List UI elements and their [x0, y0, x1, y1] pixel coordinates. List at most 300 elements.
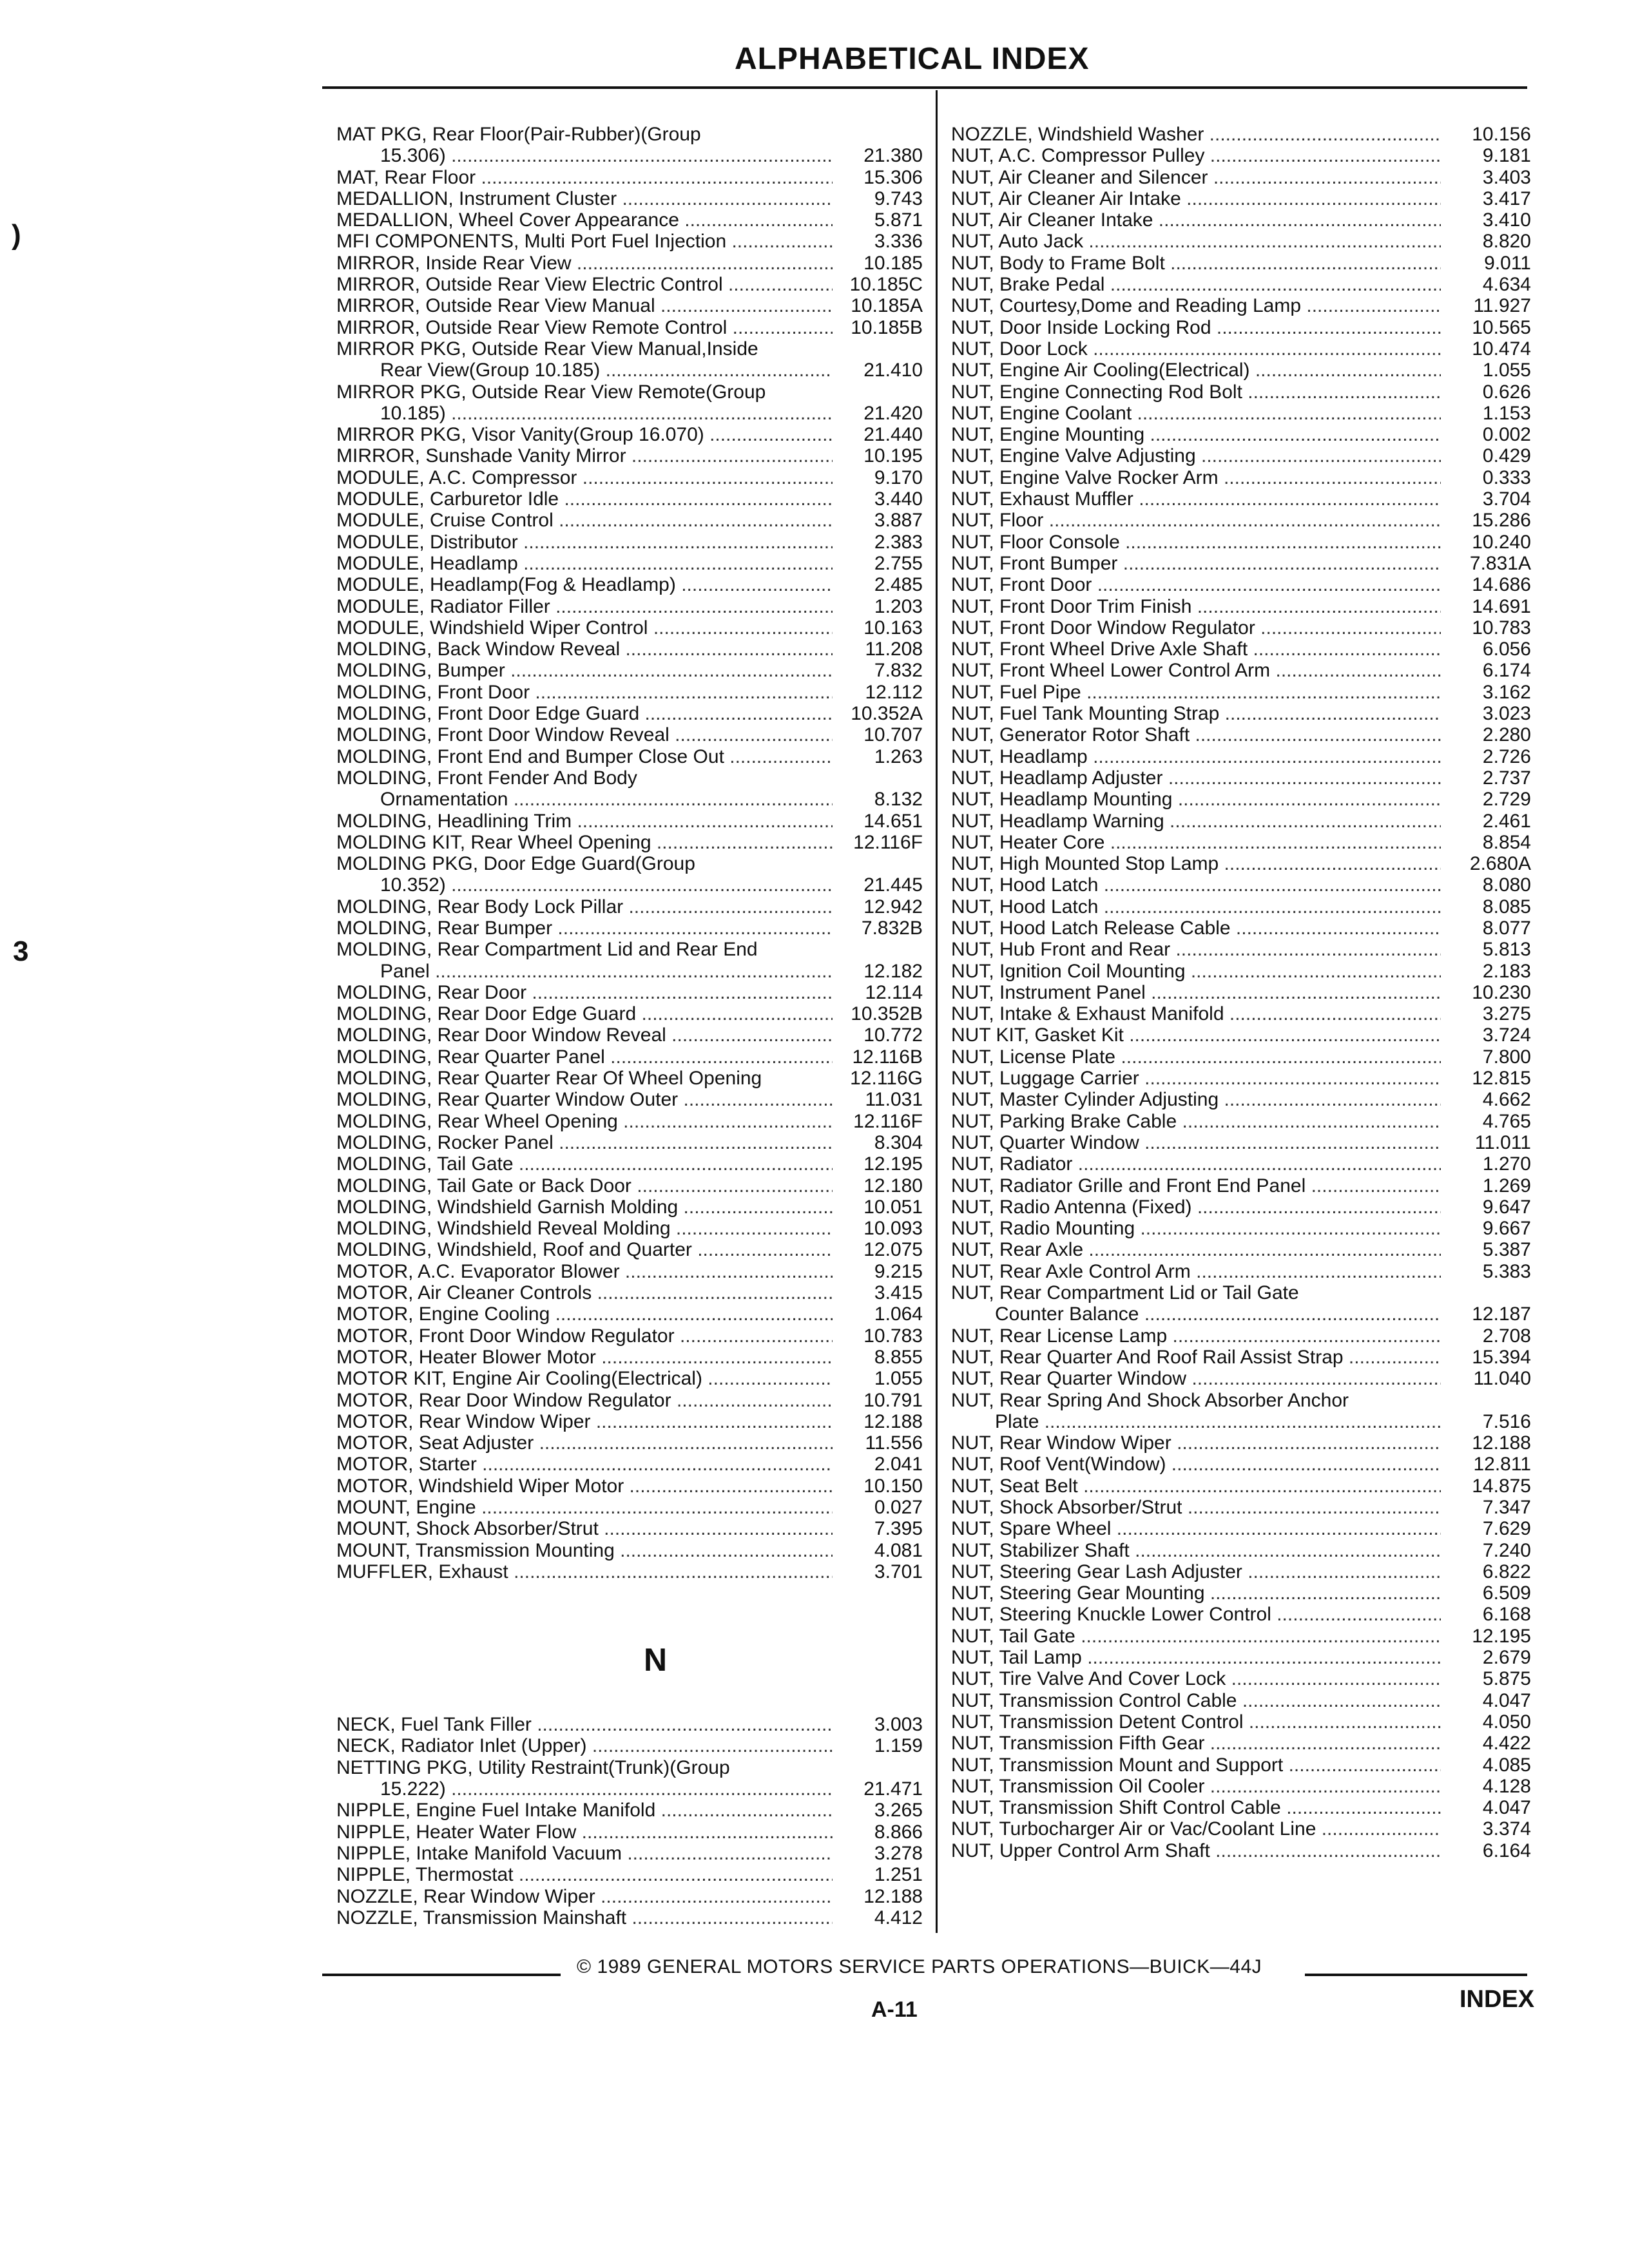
index-list-nut — [951, 124, 1531, 1861]
entry-reference: 3.701 — [874, 1561, 923, 1582]
entry-label: NUT, License Plate ..... — [951, 1046, 1441, 1068]
entry-reference: 12.195 — [863, 1153, 923, 1175]
entry-label: MOLDING, Front Fender And Body — [336, 767, 637, 789]
entry-reference: 9.170 — [874, 466, 923, 488]
entry-reference: 12.188 — [1472, 1432, 1531, 1454]
index-entry — [336, 1907, 923, 1928]
index-entry — [336, 639, 923, 660]
index-entry — [951, 1068, 1531, 1089]
entry-reference: 7.395 — [874, 1518, 923, 1540]
entry-reference: 1.269 — [1482, 1175, 1531, 1196]
entry-label: MIRROR, Sunshade Vanity Mirror ..... — [336, 445, 833, 466]
entry-reference: 3.415 — [874, 1282, 923, 1304]
entry-label: NUT, Rear Window Wiper ..... — [951, 1432, 1441, 1454]
entry-label: NUT, Generator Rotor Shaft ..... — [951, 724, 1441, 745]
entry-label: NUT, Auto Jack ..... — [951, 231, 1441, 252]
entry-reference: 1.064 — [874, 1303, 923, 1325]
entry-label: 10.352) ..... — [336, 874, 833, 896]
index-entry — [951, 1411, 1531, 1432]
entry-label: MOTOR, Rear Window Wiper ..... — [336, 1411, 833, 1432]
index-entry — [951, 1089, 1531, 1110]
index-entry — [336, 1068, 923, 1089]
entry-reference: 12.942 — [863, 896, 923, 918]
index-entry — [951, 1475, 1531, 1497]
entry-label: NUT, Transmission Mount and Support ..... — [951, 1754, 1441, 1776]
entry-reference: 10.772 — [863, 1024, 923, 1046]
index-entry — [336, 1390, 923, 1411]
index-entry — [336, 1886, 923, 1907]
index-entry — [336, 853, 923, 874]
entry-label: NUT, Rear Axle Control Arm ..... — [951, 1261, 1441, 1282]
entry-label: NECK, Fuel Tank Filler ..... — [336, 1714, 833, 1735]
index-entry — [336, 724, 923, 745]
entry-label: NUT, Upper Control Arm Shaft ..... — [951, 1840, 1441, 1861]
entry-reference: 4.412 — [874, 1907, 923, 1928]
index-entry — [336, 1561, 923, 1582]
entry-label: MOLDING, Rear Compartment Lid and Rear End — [336, 939, 758, 961]
entry-label: MODULE, Radiator Filler ..... — [336, 596, 833, 617]
entry-reference: 12.116F — [853, 1110, 923, 1132]
entry-label: NUT, Air Cleaner Intake ..... — [951, 209, 1441, 231]
entry-label: MOLDING PKG, Door Edge Guard(Group — [336, 853, 695, 875]
entry-reference: 1.263 — [874, 745, 923, 767]
entry-reference: 3.275 — [1482, 1003, 1531, 1025]
entry-reference: 1.159 — [874, 1735, 923, 1757]
entry-reference: 6.164 — [1482, 1840, 1531, 1861]
entry-reference: 7.347 — [1482, 1497, 1531, 1518]
entry-label: NUT, Air Cleaner and Silencer ..... — [951, 167, 1441, 188]
entry-reference: 15.306 — [863, 166, 923, 188]
entry-label: MOTOR, Seat Adjuster ..... — [336, 1432, 833, 1454]
entry-label: NUT, Seat Belt ..... — [951, 1475, 1441, 1497]
entry-reference: 10.352B — [851, 1003, 923, 1025]
index-entry — [951, 295, 1531, 316]
entry-label: NUT, Luggage Carrier ..... — [951, 1068, 1441, 1089]
entry-label: NUT, Radio Antenna (Fixed) ..... — [951, 1196, 1441, 1218]
entry-label: NUT, Steering Gear Lash Adjuster ..... — [951, 1561, 1441, 1582]
entry-reference: 2.679 — [1482, 1647, 1531, 1669]
entry-label: NUT, Engine Valve Rocker Arm ..... — [951, 467, 1441, 488]
index-entry — [951, 445, 1531, 466]
index-entry — [336, 1843, 923, 1864]
index-entry — [336, 1303, 923, 1325]
index-entry — [336, 1368, 923, 1389]
index-entry — [336, 253, 923, 274]
entry-reference: 12.116G — [850, 1068, 923, 1090]
entry-reference: 7.240 — [1482, 1539, 1531, 1561]
entry-label: MOLDING, Tail Gate or Back Door ..... — [336, 1175, 833, 1196]
index-entry — [336, 1239, 923, 1260]
index-entry — [336, 896, 923, 918]
index-entry — [951, 1218, 1531, 1239]
index-entry — [336, 1024, 923, 1046]
entry-label: NUT, Engine Coolant ..... — [951, 403, 1441, 424]
index-entry — [336, 1800, 923, 1821]
index-entry — [951, 381, 1531, 403]
entry-reference: 0.626 — [1482, 381, 1531, 403]
entry-label: NUT, Rear Quarter Window ..... — [951, 1368, 1441, 1389]
entry-label: Counter Balance ..... — [951, 1303, 1441, 1325]
index-entry — [951, 1303, 1531, 1325]
entry-reference: 10.195 — [863, 445, 923, 467]
index-entry — [951, 1733, 1531, 1754]
column-divider — [936, 90, 938, 1933]
index-entry — [336, 1821, 923, 1843]
entry-label: MOLDING, Front Door Edge Guard ..... — [336, 703, 833, 724]
entry-reference: 3.403 — [1482, 166, 1531, 188]
entry-reference: 6.056 — [1482, 639, 1531, 660]
entry-label: MEDALLION, Instrument Cluster ..... — [336, 188, 833, 209]
entry-label: Plate ..... — [951, 1411, 1441, 1432]
entry-label: NETTING PKG, Utility Restraint(Trunk)(Group — [336, 1756, 730, 1778]
entry-reference: 12.815 — [1472, 1068, 1531, 1090]
index-entry — [336, 510, 923, 531]
entry-label: NUT, Front Wheel Lower Control Arm ..... — [951, 660, 1441, 681]
entry-label: NUT, Intake & Exhaust Manifold ..... — [951, 1003, 1441, 1024]
entry-reference: 4.765 — [1482, 1110, 1531, 1132]
entry-label: MIRROR, Outside Rear View Manual ..... — [336, 295, 833, 316]
index-entry — [336, 939, 923, 960]
entry-reference: 8.854 — [1482, 831, 1531, 853]
entry-reference: 8.080 — [1482, 874, 1531, 896]
entry-reference: 4.085 — [1482, 1754, 1531, 1776]
entry-reference: 7.832 — [874, 660, 923, 682]
index-entry — [336, 188, 923, 209]
entry-label: NUT, Front Door Window Regulator ..... — [951, 617, 1441, 639]
entry-reference: 10.185A — [851, 295, 923, 317]
index-entry — [336, 1261, 923, 1282]
entry-label: MOTOR, Starter ..... — [336, 1454, 833, 1475]
index-entry — [336, 982, 923, 1003]
entry-reference: 1.251 — [874, 1864, 923, 1886]
index-entry — [336, 1714, 923, 1735]
entry-reference: 11.208 — [865, 639, 923, 660]
index-entry — [336, 1347, 923, 1368]
index-entry — [951, 574, 1531, 595]
entry-label: NUT, Transmission Fifth Gear ..... — [951, 1733, 1441, 1754]
entry-reference: 2.708 — [1482, 1325, 1531, 1347]
index-entry — [951, 1626, 1531, 1647]
entry-label: NUT, Transmission Detent Control ..... — [951, 1711, 1441, 1733]
entry-reference: 2.383 — [874, 531, 923, 553]
entry-label: NUT, Transmission Shift Control Cable ..... — [951, 1797, 1441, 1818]
index-entry — [951, 1582, 1531, 1604]
index-entry — [951, 1132, 1531, 1153]
index-entry — [336, 1153, 923, 1175]
entry-label: NUT, Tail Gate ..... — [951, 1626, 1441, 1647]
entry-reference: 12.811 — [1473, 1454, 1531, 1475]
entry-reference: 2.755 — [874, 552, 923, 574]
entry-reference: 6.168 — [1482, 1604, 1531, 1626]
entry-reference: 12.187 — [1472, 1303, 1531, 1325]
entry-reference: 9.181 — [1482, 145, 1531, 167]
entry-label: MOTOR, A.C. Evaporator Blower ..... — [336, 1261, 833, 1282]
entry-reference: 10.791 — [863, 1389, 923, 1411]
entry-label: Rear View(Group 10.185) ..... — [336, 360, 833, 381]
index-entry — [951, 853, 1531, 874]
index-entry — [951, 939, 1531, 960]
entry-reference: 1.153 — [1482, 402, 1531, 424]
entry-reference: 3.417 — [1482, 187, 1531, 209]
entry-label: MOTOR, Heater Blower Motor ..... — [336, 1347, 833, 1368]
entry-reference: 3.374 — [1482, 1818, 1531, 1840]
entry-reference: 7.629 — [1482, 1518, 1531, 1540]
entry-label: MUFFLER, Exhaust ..... — [336, 1561, 833, 1582]
entry-label: MODULE, Windshield Wiper Control ..... — [336, 617, 833, 639]
entry-reference: 12.180 — [863, 1175, 923, 1196]
entry-label: NUT, Floor Console ..... — [951, 532, 1441, 553]
entry-reference: 2.041 — [874, 1454, 923, 1475]
index-entry — [336, 1196, 923, 1218]
entry-label: MOLDING, Rear Bumper ..... — [336, 918, 833, 939]
entry-reference: 11.031 — [865, 1089, 923, 1111]
index-entry — [951, 488, 1531, 510]
index-entry — [951, 1003, 1531, 1024]
index-entry — [951, 1776, 1531, 1797]
entry-reference: 2.280 — [1482, 724, 1531, 746]
index-entry — [336, 1175, 923, 1196]
entry-reference: 21.410 — [863, 360, 923, 381]
index-entry — [951, 1368, 1531, 1389]
entry-label: NUT, Engine Connecting Rod Bolt ..... — [951, 381, 1441, 403]
index-entry — [336, 145, 923, 166]
index-entry — [951, 1690, 1531, 1711]
index-entry — [951, 553, 1531, 574]
index-entry — [336, 1778, 923, 1800]
index-entry — [336, 1518, 923, 1539]
index-entry — [951, 1454, 1531, 1475]
entry-label: NIPPLE, Thermostat ..... — [336, 1864, 833, 1885]
index-entry — [336, 274, 923, 295]
entry-label: MOUNT, Transmission Mounting ..... — [336, 1540, 833, 1561]
index-entry — [951, 746, 1531, 767]
entry-label: 15.306) ..... — [336, 145, 833, 166]
entry-label: MOUNT, Engine ..... — [336, 1497, 833, 1518]
index-entry — [951, 1024, 1531, 1046]
index-entry — [951, 596, 1531, 617]
entry-label: MFI COMPONENTS, Multi Port Fuel Injection ..... — [336, 231, 833, 252]
entry-label: MOLDING, Front End and Bumper Close Out ..... — [336, 746, 833, 767]
index-entry — [336, 209, 923, 231]
entry-label: MIRROR PKG, Outside Rear View Manual,Inside — [336, 338, 758, 360]
entry-label: NUT, Roof Vent(Window) ..... — [951, 1454, 1441, 1475]
entry-label: MOTOR KIT, Engine Air Cooling(Electrical) ..... — [336, 1368, 833, 1389]
entry-label: MIRROR PKG, Outside Rear View Remote(Group — [336, 381, 766, 403]
entry-label: NIPPLE, Engine Fuel Intake Manifold ..... — [336, 1800, 833, 1821]
entry-label: NIPPLE, Heater Water Flow ..... — [336, 1821, 833, 1843]
entry-label: NUT, A.C. Compressor Pulley ..... — [951, 145, 1441, 166]
entry-reference: 10.240 — [1472, 531, 1531, 553]
entry-label: MOTOR, Engine Cooling ..... — [336, 1303, 833, 1325]
index-entry — [951, 1239, 1531, 1260]
entry-label: NUT, Headlamp Mounting ..... — [951, 789, 1441, 810]
entry-label: MOLDING, Windshield Reveal Molding ..... — [336, 1218, 833, 1239]
entry-reference: 5.383 — [1482, 1260, 1531, 1282]
index-entry — [951, 1754, 1531, 1776]
index-entry — [336, 874, 923, 896]
entry-reference: 7.516 — [1482, 1410, 1531, 1432]
entry-reference: 15.394 — [1472, 1346, 1531, 1368]
entry-label: NUT, Courtesy,Dome and Reading Lamp ..... — [951, 295, 1441, 316]
entry-label: NUT, Radiator Grille and Front End Panel ..... — [951, 1175, 1441, 1196]
index-entry — [951, 832, 1531, 853]
entry-label: NUT, Tail Lamp ..... — [951, 1647, 1441, 1668]
index-entry — [951, 360, 1531, 381]
index-entry — [951, 145, 1531, 166]
entry-label: MOLDING, Back Window Reveal ..... — [336, 639, 833, 660]
entry-label: NUT, Master Cylinder Adjusting ..... — [951, 1089, 1441, 1110]
entry-reference: 11.556 — [865, 1432, 923, 1454]
entry-label: NUT, Door Lock ..... — [951, 338, 1441, 360]
entry-label: MOLDING, Front Door Window Reveal ..... — [336, 724, 833, 745]
index-entry — [951, 639, 1531, 660]
entry-reference: 12.195 — [1472, 1625, 1531, 1647]
entry-label: MOLDING, Rocker Panel ..... — [336, 1132, 833, 1153]
index-entry — [951, 982, 1531, 1003]
index-entry — [336, 1046, 923, 1068]
entry-reference: 21.440 — [863, 424, 923, 446]
entry-reference: 9.215 — [874, 1260, 923, 1282]
entry-reference: 21.471 — [863, 1778, 923, 1800]
entry-label: MODULE, Cruise Control ..... — [336, 510, 833, 531]
entry-label: NUT, Radio Mounting ..... — [951, 1218, 1441, 1239]
entry-label: NUT, Instrument Panel ..... — [951, 982, 1441, 1003]
entry-reference: 10.185B — [851, 316, 923, 338]
entry-reference: 4.081 — [874, 1539, 923, 1561]
section-label: INDEX — [1460, 1986, 1535, 2013]
index-entry — [951, 124, 1531, 145]
entry-reference: 5.875 — [1482, 1668, 1531, 1690]
entry-reference: 3.724 — [1482, 1024, 1531, 1046]
entry-reference: 10.093 — [863, 1218, 923, 1240]
entry-label: NUT, High Mounted Stop Lamp ..... — [951, 853, 1441, 874]
index-entry — [336, 1111, 923, 1132]
entry-reference: 8.820 — [1482, 231, 1531, 253]
entry-reference: 4.050 — [1482, 1711, 1531, 1733]
entry-reference: 3.336 — [874, 231, 923, 253]
index-entry — [336, 832, 923, 853]
index-entry — [951, 1540, 1531, 1561]
entry-reference: 10.185 — [863, 252, 923, 274]
index-entry — [336, 1003, 923, 1024]
index-entry — [951, 1647, 1531, 1668]
index-entry — [336, 1757, 923, 1778]
index-entry — [336, 1864, 923, 1885]
entry-reference: 3.023 — [1482, 703, 1531, 725]
index-entry — [336, 317, 923, 338]
index-entry — [336, 424, 923, 445]
index-column-left — [336, 124, 923, 1928]
index-entry — [951, 188, 1531, 209]
index-entry — [951, 1325, 1531, 1347]
entry-label: NOZZLE, Rear Window Wiper ..... — [336, 1886, 833, 1907]
entry-reference: 10.707 — [863, 724, 923, 746]
index-entry — [336, 1735, 923, 1756]
entry-reference: 3.704 — [1482, 488, 1531, 510]
entry-reference: 3.410 — [1482, 209, 1531, 231]
entry-label: NUT, Parking Brake Cable ..... — [951, 1111, 1441, 1132]
entry-reference: 8.132 — [874, 789, 923, 811]
entry-label: NUT, Fuel Pipe ..... — [951, 682, 1441, 703]
entry-reference: 1.203 — [874, 595, 923, 617]
index-entry — [336, 1475, 923, 1497]
index-entry — [336, 488, 923, 510]
entry-reference: 3.003 — [874, 1714, 923, 1736]
entry-label: MOLDING, Rear Door Edge Guard ..... — [336, 1003, 833, 1024]
entry-reference: 2.183 — [1482, 960, 1531, 982]
entry-label: MOLDING, Rear Door ..... — [336, 982, 833, 1003]
entry-reference: 14.686 — [1472, 574, 1531, 596]
entry-label: MOLDING, Windshield, Roof and Quarter ..... — [336, 1239, 833, 1260]
entry-label: NUT, Hood Latch Release Cable ..... — [951, 918, 1441, 939]
index-entry — [951, 403, 1531, 424]
entry-reference: 2.726 — [1482, 745, 1531, 767]
entry-label: MODULE, A.C. Compressor ..... — [336, 467, 833, 488]
entry-label: NUT, Steering Knuckle Lower Control ..... — [951, 1604, 1441, 1625]
entry-label: MOLDING, Front Door ..... — [336, 682, 833, 703]
index-entry — [951, 1111, 1531, 1132]
index-entry — [336, 746, 923, 767]
entry-label: MIRROR PKG, Visor Vanity(Group 16.070) ..... — [336, 424, 833, 445]
entry-reference: 4.128 — [1482, 1775, 1531, 1797]
entry-reference: 8.304 — [874, 1131, 923, 1153]
entry-label: Panel ..... — [336, 961, 833, 982]
entry-label: 15.222) ..... — [336, 1778, 833, 1800]
entry-label: NUT, Headlamp Adjuster ..... — [951, 767, 1441, 789]
index-entry — [951, 467, 1531, 488]
entry-reference: 0.333 — [1482, 466, 1531, 488]
index-entry — [336, 231, 923, 252]
header-rule — [322, 86, 1527, 89]
entry-label: MOLDING, Rear Quarter Panel ..... — [336, 1046, 833, 1068]
entry-label: MOUNT, Shock Absorber/Strut ..... — [336, 1518, 833, 1539]
entry-label: NUT, Shock Absorber/Strut ..... — [951, 1497, 1441, 1518]
entry-label: NOZZLE, Transmission Mainshaft ..... — [336, 1907, 833, 1928]
index-entry — [336, 596, 923, 617]
index-entry — [951, 617, 1531, 639]
index-entry — [336, 532, 923, 553]
index-entry — [951, 1818, 1531, 1840]
entry-label: NUT, Rear License Lamp ..... — [951, 1325, 1441, 1347]
entry-reference: 6.509 — [1482, 1582, 1531, 1604]
entry-reference: 5.387 — [1482, 1239, 1531, 1261]
page-number: A-11 — [871, 1997, 918, 2022]
entry-reference: 9.011 — [1484, 252, 1531, 274]
entry-reference: 10.352A — [851, 703, 923, 725]
entry-label: NUT, Headlamp Warning ..... — [951, 811, 1441, 832]
index-entry — [336, 1282, 923, 1303]
index-entry — [951, 1561, 1531, 1582]
footer-rule-right — [1305, 1974, 1527, 1976]
entry-label: NOZZLE, Windshield Washer ..... — [951, 124, 1441, 145]
index-entry — [951, 1261, 1531, 1282]
entry-reference: 12.182 — [863, 960, 923, 982]
index-entry — [336, 1540, 923, 1561]
entry-reference: 4.047 — [1482, 1797, 1531, 1819]
index-entry — [951, 1175, 1531, 1196]
index-entry — [951, 1196, 1531, 1218]
entry-label: MODULE, Carburetor Idle ..... — [336, 488, 833, 510]
entry-reference: 4.047 — [1482, 1689, 1531, 1711]
footer-copyright: © 1989 GENERAL MOTORS SERVICE PARTS OPERATIONS—BUICK—44J — [577, 1956, 1262, 1977]
entry-reference: 3.162 — [1482, 681, 1531, 703]
entry-label: MOLDING, Rear Quarter Rear Of Wheel Opening — [336, 1068, 762, 1090]
entry-reference: 10.230 — [1472, 981, 1531, 1003]
entry-label: NUT, Stabilizer Shaft ..... — [951, 1540, 1441, 1561]
entry-label: NUT, Brake Pedal ..... — [951, 274, 1441, 295]
entry-reference: 15.286 — [1472, 510, 1531, 532]
entry-label: NUT, Door Inside Locking Rod ..... — [951, 317, 1441, 338]
